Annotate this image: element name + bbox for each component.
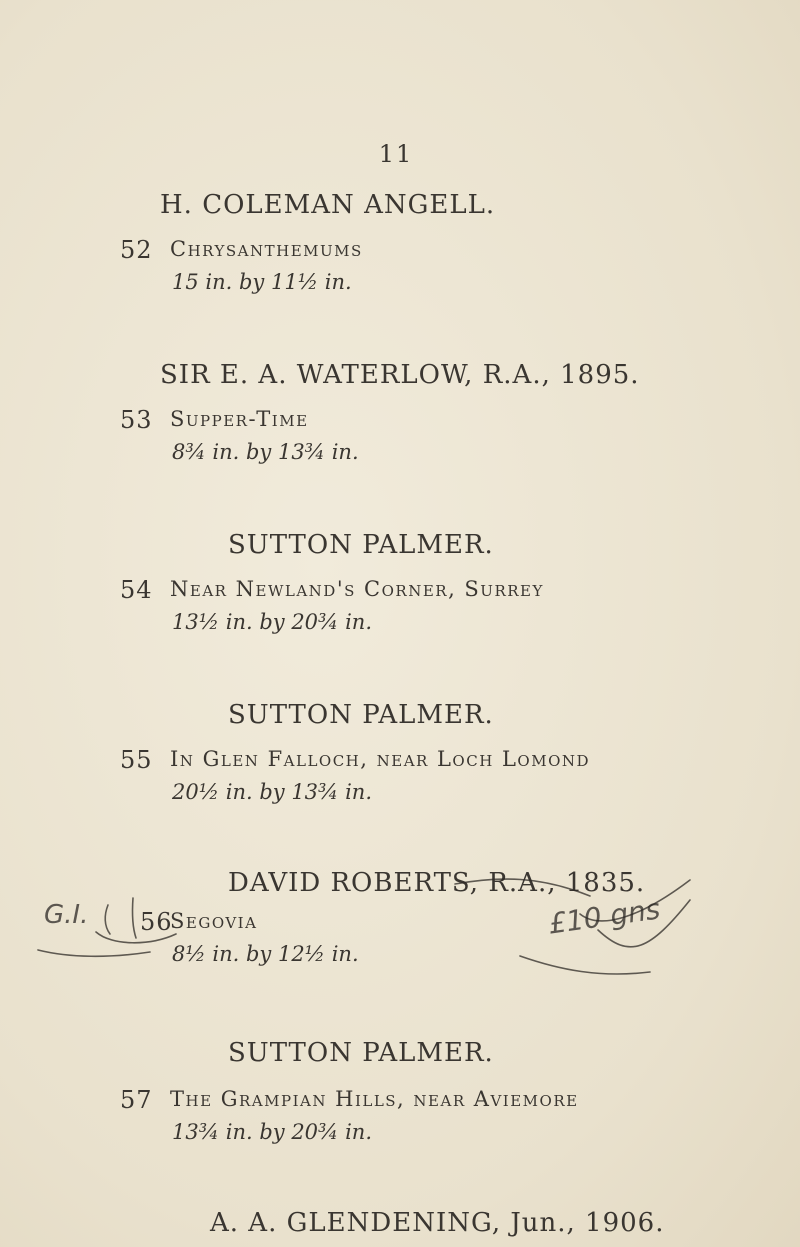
- page-number: 11: [378, 140, 414, 168]
- lot-number: 53: [120, 406, 153, 434]
- price-annotation: £10 gns: [546, 892, 663, 941]
- artist-name: SIR E. A. WATERLOW, R.A., 1895.: [160, 360, 640, 390]
- lot-size: 15 in. by 11½ in.: [172, 270, 352, 294]
- artist-name: SUTTON PALMER.: [228, 530, 494, 560]
- artist-name: A. A. GLENDENING, Jun., 1906.: [210, 1208, 665, 1238]
- lot-number: 52: [120, 236, 153, 264]
- lot-title: Segovia: [170, 909, 258, 933]
- lot-number: 57: [120, 1086, 153, 1114]
- margin-annotation: G.I.: [44, 900, 89, 930]
- lot-number: 55: [120, 746, 153, 774]
- lot-size: 8¾ in. by 13¾ in.: [172, 440, 359, 464]
- lot-title: Near Newland's Corner, Surrey: [170, 577, 544, 601]
- lot-size: 13¾ in. by 20¾ in.: [172, 1120, 372, 1144]
- artist-name: DAVID ROBERTS, R.A., 1835.: [228, 868, 646, 898]
- lot-title: Supper-Time: [170, 407, 309, 431]
- lot-title: Chrysanthemums: [170, 237, 363, 261]
- artist-name: H. COLEMAN ANGELL.: [160, 190, 496, 220]
- artist-name: SUTTON PALMER.: [228, 700, 494, 730]
- lot-size: 20½ in. by 13¾ in.: [172, 780, 372, 804]
- lot-number: 56: [140, 908, 173, 936]
- lot-size: 13½ in. by 20¾ in.: [172, 610, 372, 634]
- lot-number: 54: [120, 576, 153, 604]
- lot-size: 8½ in. by 12½ in.: [172, 942, 359, 966]
- lot-title: The Grampian Hills, near Aviemore: [170, 1087, 579, 1111]
- artist-name: SUTTON PALMER.: [228, 1038, 494, 1068]
- lot-title: In Glen Falloch, near Loch Lomond: [170, 747, 591, 771]
